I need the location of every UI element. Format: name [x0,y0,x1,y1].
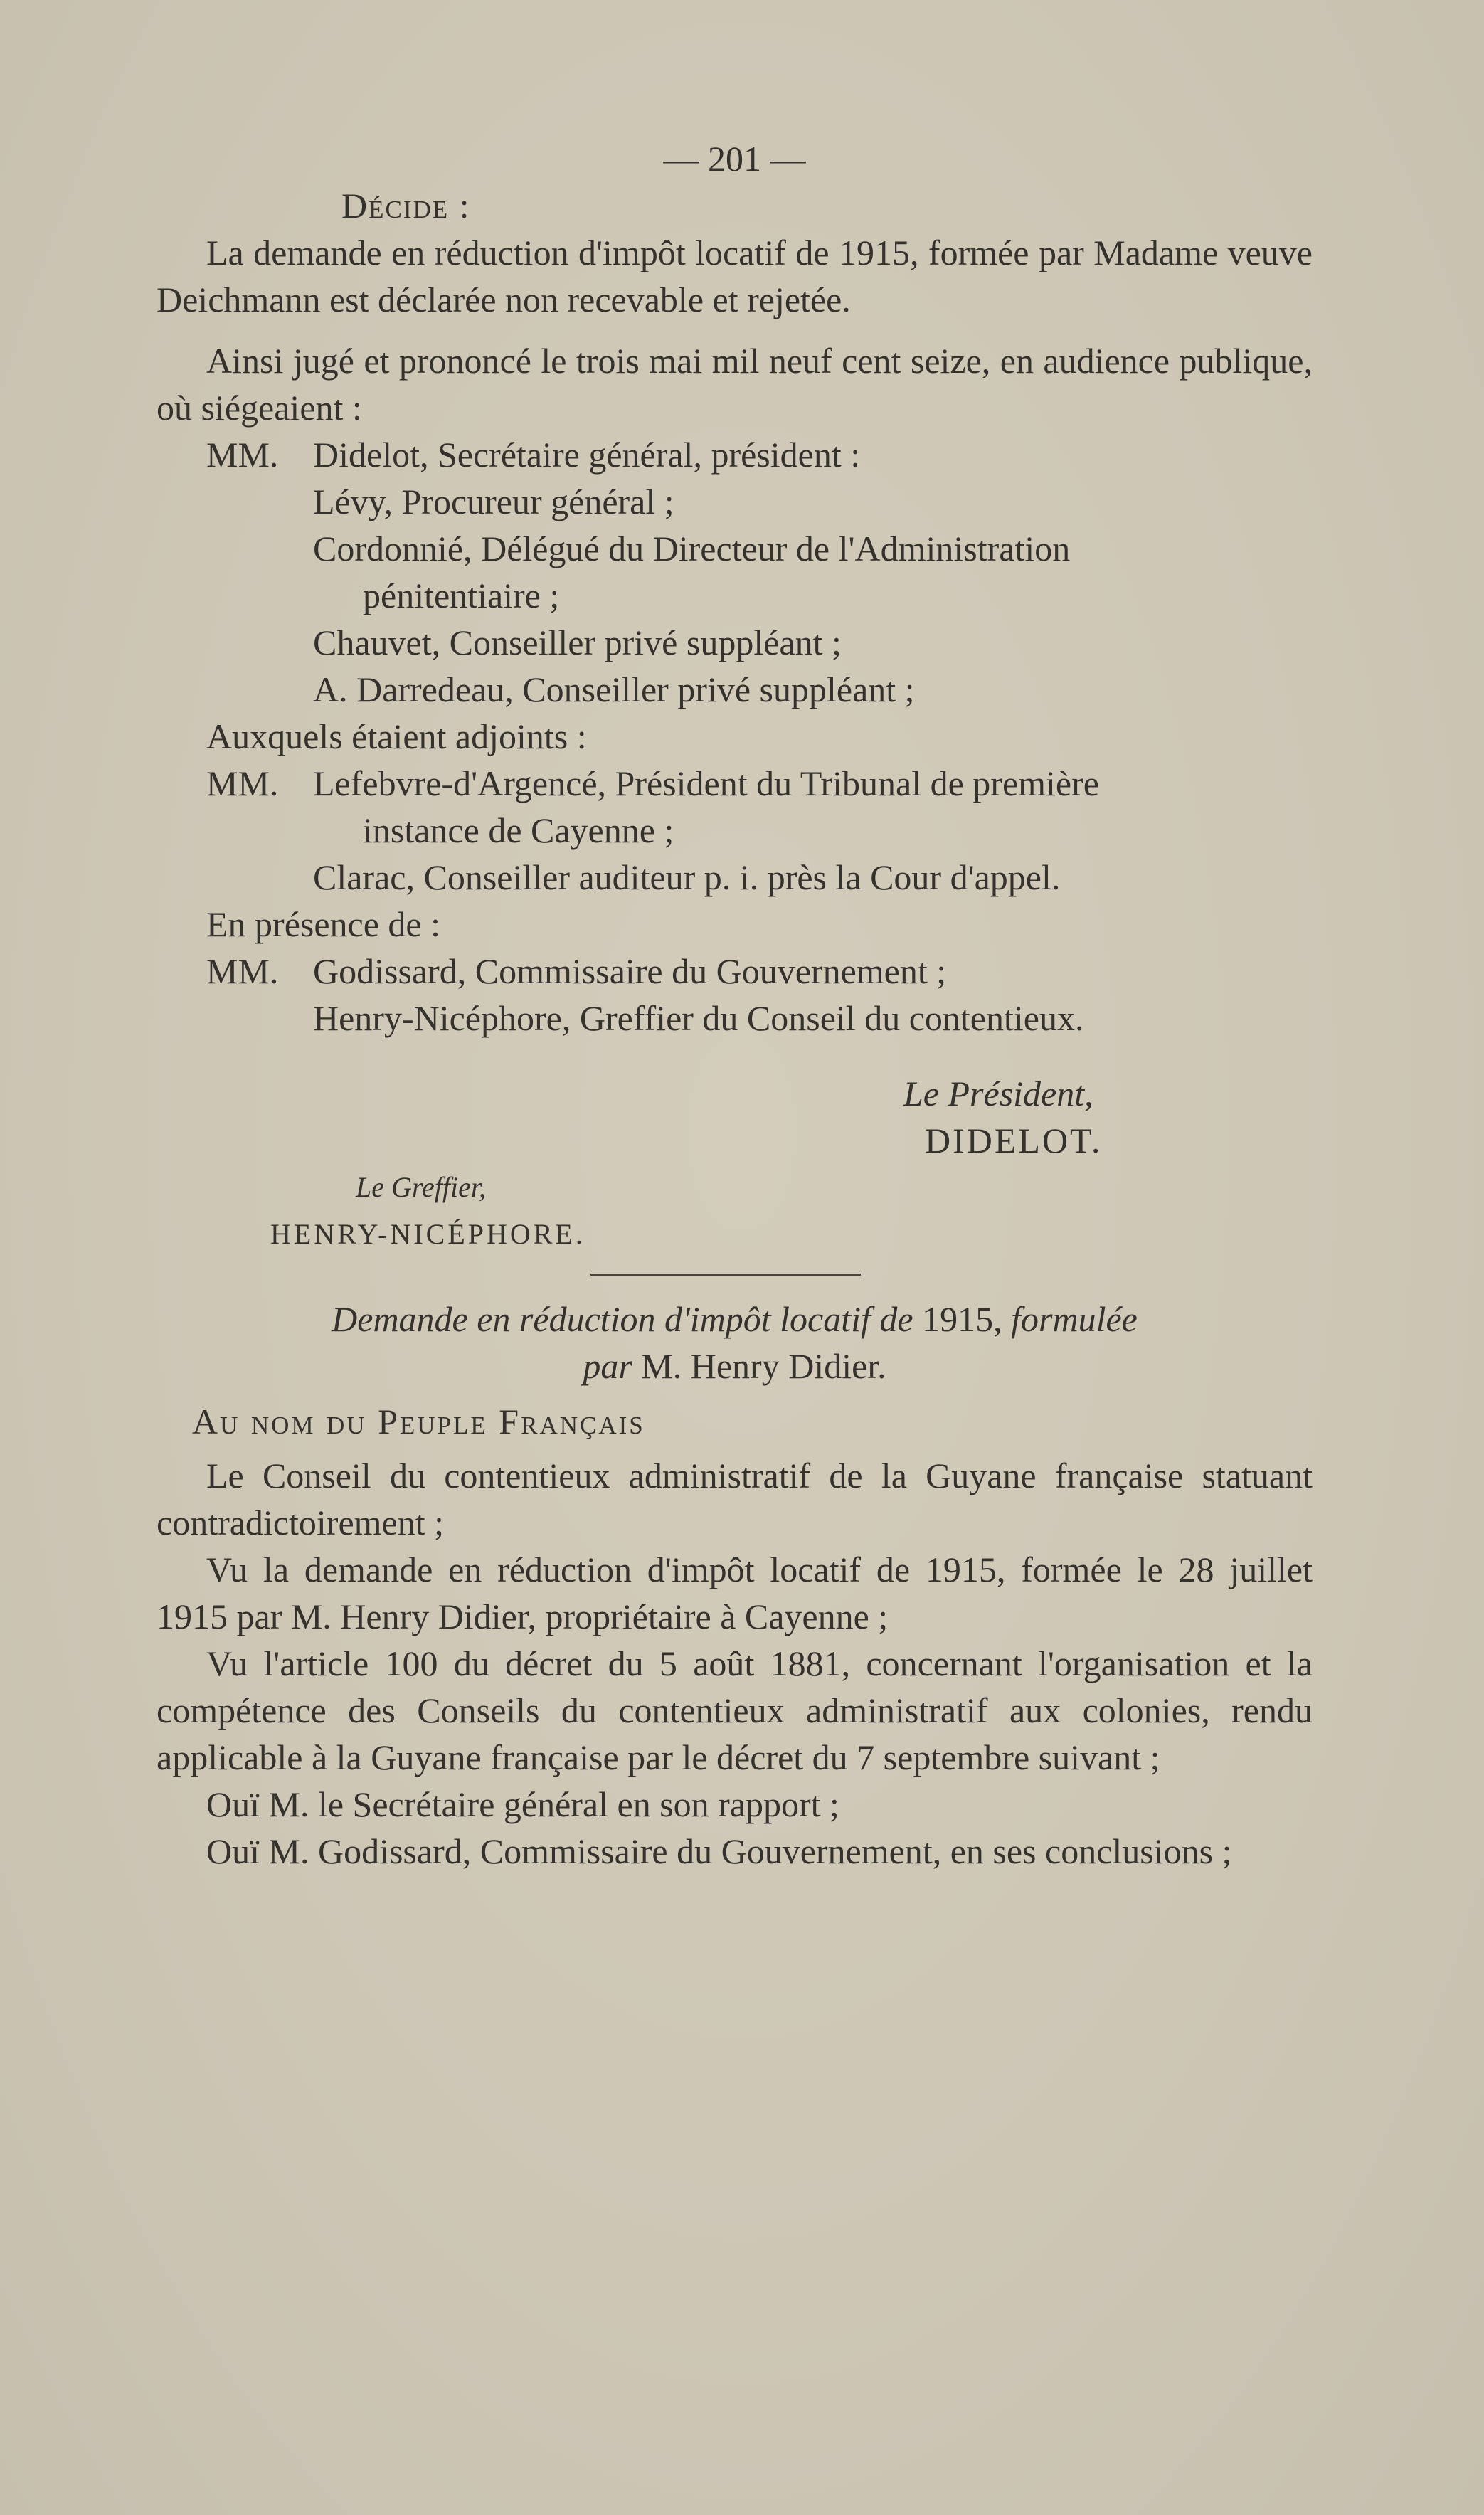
case-heading-par: par [583,1346,632,1386]
member-line: pénitentiaire ; [363,576,560,615]
president-signature-title: Le Président, [903,1074,1093,1113]
member-line: Clarac, Conseiller auditeur p. i. près la Cour d'appel. [313,857,1061,897]
sitting-members [157,431,1313,713]
presence-members [157,948,1313,1042]
decide-heading: Décide : [341,186,471,226]
case2-paragraph: Vu la demande en réduction d'impôt locatif de 1915, formée le 28 juillet 1915 par M. Henry Didier, propriétaire à Cayenne ; [157,1550,1313,1636]
adjoint-members [157,760,1313,901]
page-number: — 201 — [663,139,806,179]
greffier-signature-name: HENRY-NICÉPHORE. [270,1218,585,1250]
case2-paragraph: Vu l'article 100 du décret du 5 août 1881, concernant l'organisation et la compétence des Conseils du contentieux administratif aux colonies, rendu applicable à la Guyane française par le décret du 7 septembre suivant ; [157,1643,1313,1777]
mm-label: MM. [206,763,279,803]
member-line: Chauvet, Conseiller privé suppléant ; [313,623,842,662]
member-line: Lévy, Procureur général ; [313,482,674,521]
presence-intro: En présence de : [206,904,441,944]
text-column [157,135,1313,1875]
case2-paragraph: Le Conseil du contentieux administratif de la Guyane française statuant contradictoirement ; [157,1456,1313,1542]
au-nom-heading: Au nom du Peuple Français [192,1402,645,1441]
case-heading-name: M. Henry Didier. [641,1346,886,1386]
case2-paragraph: Ouï M. Godissard, Commissaire du Gouvernement, en ses conclusions ; [206,1831,1232,1871]
member-line: A. Darredeau, Conseiller privé suppléant ; [313,669,915,709]
member-line: Godissard, Commissaire du Gouvernement ; [313,951,947,991]
case-heading-year: 1915, [922,1299,1002,1339]
section-divider [590,1274,861,1276]
mm-label: MM. [206,435,279,475]
paragraph-rejection: La demande en réduction d'impôt locatif de 1915, formée par Madame veuve Deichmann est déclarée non recevable et rejetée. [157,233,1313,319]
member-line: instance de Cayenne ; [363,810,674,850]
member-line: Didelot, Secrétaire général, président : [313,435,861,475]
mm-label: MM. [206,951,279,991]
president-signature-name: DIDELOT. [925,1121,1103,1160]
paragraph-judgment: Ainsi jugé et prononcé le trois mai mil neuf cent seize, en audience publique, où siégeaient : [157,341,1313,428]
member-line: Cordonnié, Délégué du Directeur de l'Administration [313,529,1071,568]
case2-paragraph: Ouï M. le Secrétaire général en son rapport ; [206,1784,839,1824]
case-heading-line2 [157,1343,1313,1389]
member-line: Henry-Nicéphore, Greffier du Conseil du contentieux. [313,998,1084,1038]
case-heading-part2: formulée [1011,1299,1138,1339]
adjoints-intro: Auxquels étaient adjoints : [206,716,587,756]
member-line: Lefebvre-d'Argencé, Président du Tribunal de première [313,763,1099,803]
case-heading [157,1296,1313,1343]
greffier-signature-title: Le Greffier, [356,1171,486,1203]
case-heading-part1: Demande en réduction d'impôt locatif de [332,1299,913,1339]
